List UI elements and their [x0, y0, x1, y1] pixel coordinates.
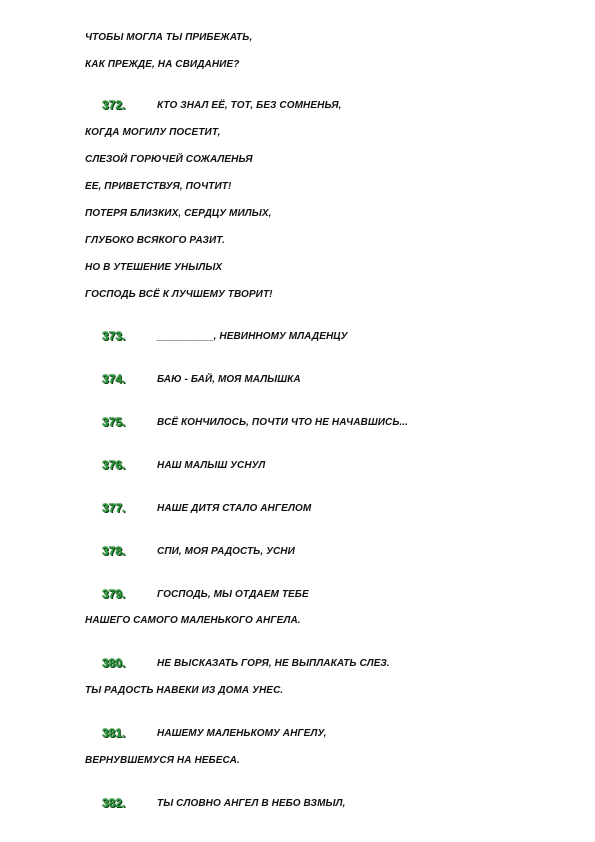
verse-line: ВЕРНУВШЕМУСЯ НА НЕБЕСА.	[85, 755, 240, 766]
entry-first-line: ВСЁ КОНЧИЛОСЬ, ПОЧТИ ЧТО НЕ НАЧАВШИСЬ...	[157, 417, 409, 428]
verse-line: КАК ПРЕЖДЕ, НА СВИДАНИЕ?	[85, 59, 240, 70]
verse-line: НО В УТЕШЕНИЕ УНЫЛЫХ	[85, 262, 223, 273]
entry-number: 377.	[102, 501, 126, 515]
entry-first-line: БАЮ - БАЙ, МОЯ МАЛЫШКА	[157, 374, 301, 385]
entry-first-line: НЕ ВЫСКАЗАТЬ ГОРЯ, НЕ ВЫПЛАКАТЬ СЛЕЗ.	[157, 658, 390, 669]
entry-number: 375.	[102, 415, 126, 429]
entry-first-line: ГОСПОДЬ, МЫ ОТДАЕМ ТЕБЕ	[157, 589, 309, 600]
entry-number: 378.	[102, 544, 126, 558]
entry-first-line: НАШЕ ДИТЯ СТАЛО АНГЕЛОМ	[157, 503, 312, 514]
entry-number: 373.	[102, 329, 126, 343]
entry-number: 381.	[102, 726, 126, 740]
verse-line: ГЛУБОКО ВСЯКОГО РАЗИТ.	[85, 235, 225, 246]
entry-number: 376.	[102, 458, 126, 472]
entry-number: 379.	[102, 587, 126, 601]
entry-first-line: __________, НЕВИННОМУ МЛАДЕНЦУ	[157, 331, 348, 342]
entry-number: 372.	[102, 98, 126, 112]
verse-line: ГОСПОДЬ ВСЁ К ЛУЧШЕМУ ТВОРИТ!	[85, 289, 273, 300]
entry-number: 382.	[102, 796, 126, 810]
verse-line: ЧТОБЫ МОГЛА ТЫ ПРИБЕЖАТЬ,	[85, 32, 253, 43]
entry-first-line: СПИ, МОЯ РАДОСТЬ, УСНИ	[157, 546, 295, 557]
verse-line: КОГДА МОГИЛУ ПОСЕТИТ,	[85, 127, 221, 138]
entry-number: 380.	[102, 656, 126, 670]
verse-line: ПОТЕРЯ БЛИЗКИХ, СЕРДЦУ МИЛЫХ,	[85, 208, 272, 219]
entry-first-line: НАШЕМУ МАЛЕНЬКОМУ АНГЕЛУ,	[157, 728, 327, 739]
entry-first-line: КТО ЗНАЛ ЕЁ, ТОТ, БЕЗ СОМНЕНЬЯ,	[157, 100, 342, 111]
verse-line: ТЫ РАДОСТЬ НАВЕКИ ИЗ ДОМА УНЕС.	[85, 685, 284, 696]
entry-number: 374.	[102, 372, 126, 386]
verse-line: НАШЕГО САМОГО МАЛЕНЬКОГО АНГЕЛА.	[85, 615, 301, 626]
verse-line: ЕЕ, ПРИВЕТСТВУЯ, ПОЧТИТ!	[85, 181, 232, 192]
verse-line: СЛЕЗОЙ ГОРЮЧЕЙ СОЖАЛЕНЬЯ	[85, 154, 253, 165]
entry-first-line: ТЫ СЛОВНО АНГЕЛ В НЕБО ВЗМЫЛ,	[157, 798, 346, 809]
entry-first-line: НАШ МАЛЫШ УСНУЛ	[157, 460, 266, 471]
